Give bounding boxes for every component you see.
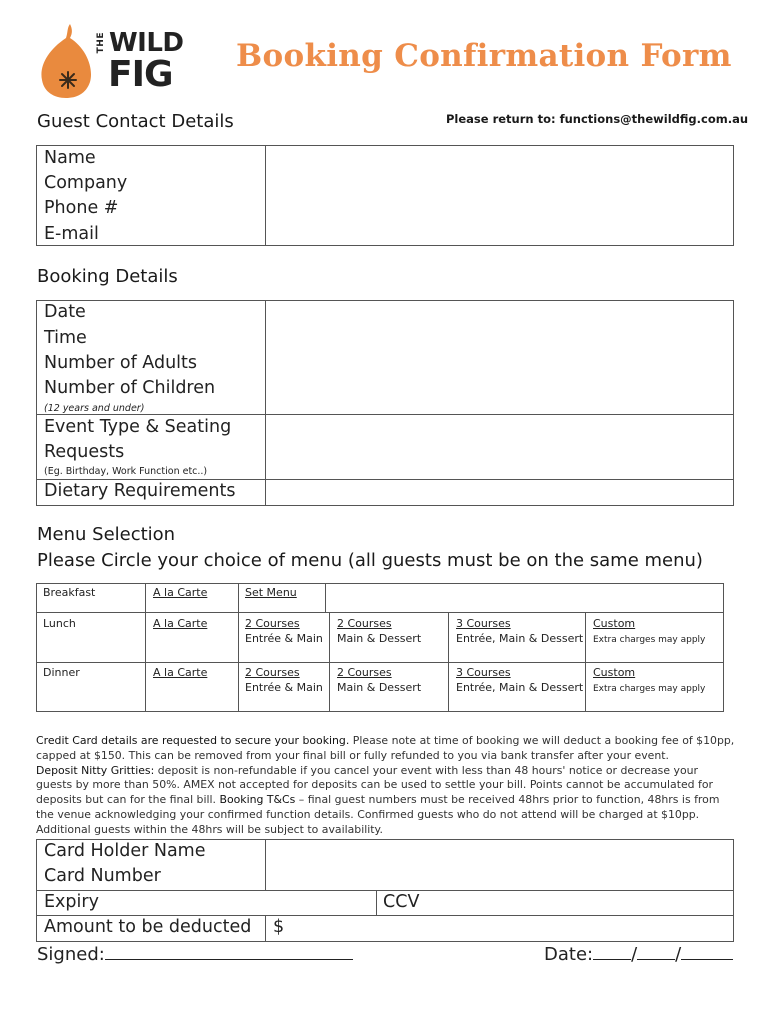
adults-label: Number of Adults [44, 353, 197, 373]
children-label: Number of Children [44, 378, 216, 398]
guest-heading: Guest Contact Details [37, 111, 234, 132]
menu-option[interactable]: 2 Courses Main & Dessert [337, 666, 422, 694]
menu-option[interactable]: Custom Extra charges may apply [593, 617, 706, 645]
card-input-area[interactable] [267, 840, 733, 890]
card-details-table [36, 839, 734, 942]
menu-heading: Menu Selection [37, 524, 176, 545]
signed-label: Signed: [37, 944, 105, 965]
signature-line[interactable] [37, 944, 353, 965]
logo-fig: FIG [108, 54, 173, 95]
menu-option[interactable]: 2 Courses Entrée & Main [245, 666, 323, 694]
logo-wild: WILD [109, 28, 184, 58]
cc-text: Please note at time of booking we will deduct a booking fee of $10pp, capped at $150. This can be removed from your final bill or fully refunded to you via bank transfer after your event. [36, 734, 735, 762]
date-label: Date [44, 302, 86, 322]
company-label: Company [44, 173, 128, 193]
email-label: E-mail [44, 224, 99, 244]
menu-option[interactable]: A la Carte [153, 617, 208, 630]
menu-table [36, 583, 724, 712]
menu-meal-breakfast: Breakfast [43, 586, 96, 599]
deposit-lead: Deposit Nitty Gritties: [36, 763, 155, 777]
menu-meal-dinner: Dinner [43, 666, 80, 679]
menu-option[interactable]: 3 Courses Entrée, Main & Dessert [456, 666, 584, 694]
dietary-label: Dietary Requirements [44, 481, 236, 501]
menu-meal-lunch: Lunch [43, 617, 76, 630]
booking-heading: Booking Details [37, 266, 178, 287]
event-type-label: Event Type & Seating [44, 417, 232, 437]
ccv-label: CCV [383, 892, 420, 912]
terms-paragraph [36, 734, 736, 838]
amount-label: Amount to be deducted [44, 917, 252, 937]
date-line[interactable]: Date: / / [544, 944, 733, 965]
event-note: (Eg. Birthday, Work Function etc..) [44, 466, 208, 477]
card-number-label: Card Number [44, 866, 161, 886]
guest-contact-table [36, 145, 734, 246]
booking-details-table [36, 300, 734, 506]
name-label: Name [44, 148, 96, 168]
deposit-text: deposit is non-refundable if you cancel your event with less than 48 hours' notice or decrease your guests by more than 50%. AMEX not accepted for deposits can be used to settle your bill. Points cannot be accumulated for deposits but can for the final bill. [36, 763, 714, 807]
menu-option[interactable]: A la Carte [153, 586, 208, 599]
event-requests-label: Requests [44, 442, 125, 462]
logo-the: THE [96, 32, 106, 54]
children-note: (12 years and under) [44, 403, 145, 414]
card-holder-label: Card Holder Name [44, 841, 206, 861]
menu-option[interactable]: Set Menu [245, 586, 297, 599]
page-title: Booking Confirmation Form [236, 38, 732, 74]
menu-option[interactable]: Custom Extra charges may apply [593, 666, 706, 694]
fig-icon [40, 22, 96, 100]
guest-contact-input-area[interactable] [267, 146, 733, 245]
menu-option[interactable]: A la Carte [153, 666, 208, 679]
tc-lead: Booking T&Cs [219, 793, 296, 807]
cc-lead: Credit Card details are requested to secure your booking. [36, 734, 350, 747]
date-sign-label: Date: [544, 944, 594, 965]
menu-option[interactable]: 3 Courses Entrée, Main & Dessert [456, 617, 584, 645]
tc-text: – final guest numbers must be received 48hrs prior to function, 48hrs is from the venue acknowledging your confirmed function details. Confirmed guests who do not attend will be charged at $10pp. Additional guests within the 48hrs will be subject to availability. [36, 793, 720, 836]
menu-option[interactable]: 2 Courses Entrée & Main [245, 617, 323, 645]
phone-label: Phone # [44, 198, 119, 218]
booking-input-area[interactable] [267, 301, 733, 505]
menu-subheading: Please Circle your choice of menu (all guests must be on the same menu) [37, 550, 703, 571]
expiry-label: Expiry [44, 892, 99, 912]
wild-fig-logo [40, 22, 184, 102]
menu-option[interactable]: 2 Courses Main & Dessert [337, 617, 422, 645]
currency-symbol: $ [273, 917, 285, 937]
time-label: Time [44, 328, 87, 348]
return-note: Please return to: functions@thewildfig.com.au [446, 112, 749, 126]
